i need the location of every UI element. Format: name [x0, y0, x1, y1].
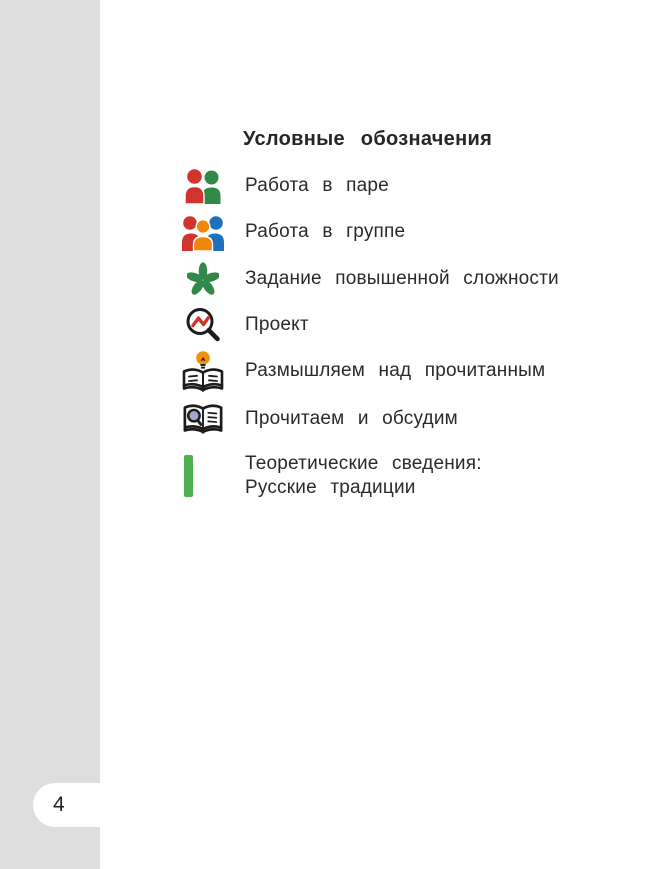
legend-item-label-line1: Теоретические сведения: — [245, 453, 482, 474]
book-lightbulb-icon — [178, 350, 228, 392]
legend-item-label: Размышляем над прочитанным — [245, 360, 546, 381]
page-margin-strip — [0, 0, 100, 869]
section-bar-icon — [184, 455, 193, 497]
legend-item-label: Задание повышенной сложности — [245, 268, 559, 289]
legend-row — [178, 209, 405, 255]
legend-item-label: Работа в паре — [245, 175, 389, 196]
legend-row — [178, 396, 458, 442]
legend-item-label: Проект — [245, 314, 309, 335]
group-icon — [178, 213, 228, 251]
page-number-tab — [33, 783, 103, 827]
pair-icon — [178, 169, 228, 204]
asterisk-icon — [178, 262, 228, 296]
legend-row — [178, 256, 559, 302]
legend-item-label — [245, 452, 482, 500]
legend-item-label: Прочитаем и обсудим — [245, 408, 458, 429]
legend-row — [178, 163, 389, 209]
legend-row — [178, 302, 309, 348]
page-number: 4 — [53, 793, 65, 816]
book-magnifier-icon — [178, 401, 228, 437]
legend-title: Условные обозначения — [243, 128, 493, 150]
legend-item-label: Работа в группе — [245, 221, 406, 242]
legend-row — [184, 452, 482, 500]
legend-row — [178, 348, 545, 394]
project-magnifier-icon — [178, 307, 228, 344]
legend-item-label-line2: Русские традиции — [245, 477, 416, 498]
